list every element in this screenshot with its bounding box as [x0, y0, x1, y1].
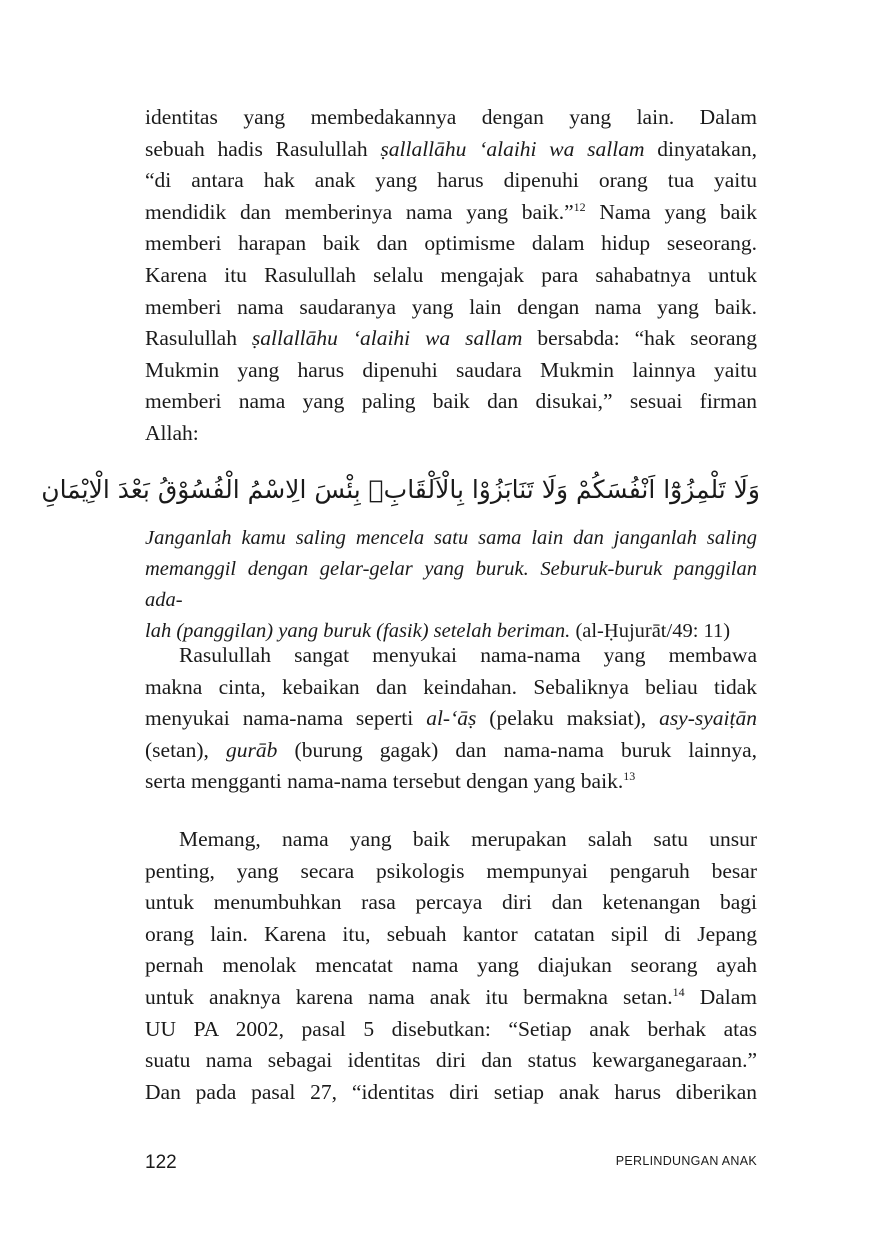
paragraph-line: UU PA 2002, pasal 5 disebutkan: “Setiap anak berhak atas: [145, 1016, 757, 1041]
verse-reference: (al-Ḥujurāt/49: 11): [570, 620, 731, 642]
paragraph-line: mendidik dan memberinya nama yang baik.”$^{12}$ Nama yang baik: [145, 199, 757, 224]
paragraph-line: Rasulullah ṣallallāhu ‘alaihi wa sallam bersabda: “hak seorang: [145, 326, 757, 351]
paragraph-line: orang lain. Karena itu, sebuah kantor catatan sipil di Jepang: [145, 921, 757, 946]
paragraph-line: memberi harapan baik dan optimisme dalam hidup seseorang.: [145, 231, 757, 256]
paragraph-line: untuk anaknya karena nama anak itu bermakna setan.$^{14}$ Dalam: [145, 984, 757, 1009]
verse-translation: [145, 523, 757, 647]
running-footer-title: PERLINDUNGAN ANAK: [615, 1154, 757, 1168]
paragraph-1: [145, 102, 757, 450]
honorific-italic: ṣallallāhu ‘alaihi wa sallam: [380, 136, 645, 161]
paragraph-line: Dan pada pasal 27, “identitas diri setiap anak harus diberikan: [145, 1079, 757, 1104]
paragraph-line: sebuah hadis Rasulullah ṣallallāhu ‘alaihi wa sallam dinyatakan,: [145, 136, 757, 161]
paragraph-line: suatu nama sebagai identitas diri dan status kewarganegaraan.”: [145, 1048, 757, 1073]
footnote-ref-14: 14: [672, 984, 685, 999]
paragraph-line: makna cinta, kebaikan dan keindahan. Sebaliknya beliau tidak: [145, 674, 757, 699]
paragraph-2: [145, 640, 757, 798]
paragraph-line: Mukmin yang harus dipenuhi saudara Mukmin lainnya yaitu: [145, 357, 757, 382]
paragraph-line: “di antara hak anak yang harus dipenuhi orang tua yaitu: [145, 168, 757, 193]
paragraph-line: untuk menumbuhkan rasa percaya diri dan ketenangan bagi: [145, 890, 757, 915]
paragraph-line: Allah:: [145, 420, 199, 445]
translation-line: Janganlah kamu saling mencela satu sama lain dan janganlah saling: [145, 527, 757, 549]
paragraph-line: (setan), gurāb (burung gagak) dan nama-nama buruk lainnya,: [145, 737, 758, 762]
term-italic: gurāb: [226, 737, 278, 762]
paragraph-line: Karena itu Rasulullah selalu mengajak para sahabatnya untuk: [145, 262, 757, 287]
honorific-italic: ṣallallāhu ‘alaihi wa sallam: [251, 326, 523, 351]
paragraph-line: serta mengganti nama-nama tersebut dengan yang baik.$^{13}$: [145, 769, 636, 794]
footnote-ref-12: 12: [573, 199, 586, 214]
quran-verse-arabic: وَلَا تَلْمِزُوْٓا اَنْفُسَكُمْ وَلَا تَنَابَزُوْا بِالْاَلْقَابِۗ بِئْسَ الِاسْمُ الْفُسُوْقُ بَعْدَ الْاِيْمَانِ: [41, 475, 760, 504]
paragraph-line: penting, yang secara psikologis mempunyai pengaruh besar: [145, 858, 757, 883]
translation-line: memanggil dengan gelar-gelar yang buruk. Seburuk-buruk panggilan ada-: [145, 558, 757, 611]
footnote-ref-13: 13: [623, 769, 636, 784]
page-number: 122: [145, 1152, 177, 1173]
paragraph-line: menyukai nama-nama seperti al-‘āṣ (pelaku maksiat), asy-syaiṭān: [145, 706, 757, 731]
paragraph-line: identitas yang membedakannya dengan yang lain. Dalam: [145, 105, 757, 129]
translation-line: lah (panggilan) yang buruk (fasik) setelah beriman. (al-Ḥujurāt/49: 11): [145, 620, 731, 642]
paragraph-line: memberi nama yang paling baik dan disukai,” sesuai firman: [145, 389, 757, 414]
paragraph-line: Rasulullah sangat menyukai nama-nama yang membawa: [179, 643, 757, 667]
term-italic: al-‘āṣ: [426, 706, 477, 731]
paragraph-line: memberi nama saudaranya yang lain dengan nama yang baik.: [145, 294, 757, 319]
term-italic: asy-syaiṭān: [659, 706, 757, 731]
paragraph-line: pernah menolak mencatat nama yang diajukan seorang ayah: [145, 953, 757, 978]
paragraph-line: Memang, nama yang baik merupakan salah satu unsur: [179, 827, 757, 851]
paragraph-3: [145, 824, 757, 1108]
